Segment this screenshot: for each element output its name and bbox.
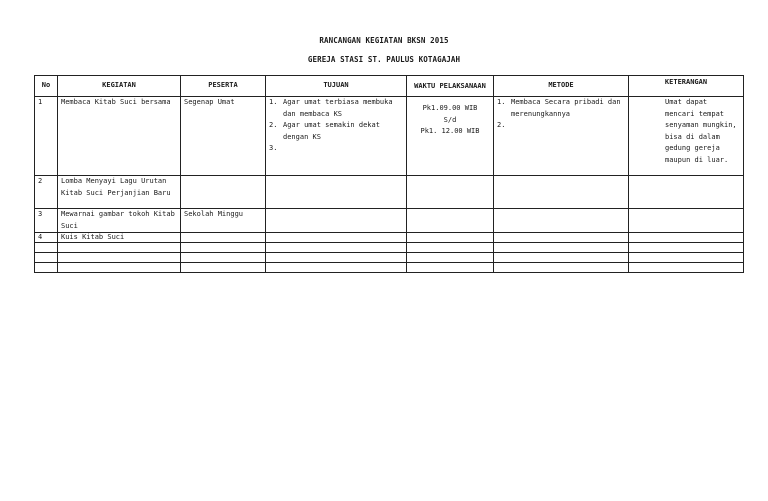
list-number: 1.: [497, 98, 506, 106]
cell-empty: [629, 263, 744, 273]
header-kegiatan: KEGIATAN: [58, 76, 181, 97]
cell-empty: [181, 263, 266, 273]
document-title: RANCANGAN KEGIATAN BKSN 2015: [319, 36, 449, 45]
cell-peserta: [181, 233, 266, 243]
waktu-separator: S/d: [443, 115, 457, 124]
list-item: [269, 120, 403, 143]
cell-tujuan: [266, 97, 407, 176]
cell-metode: [494, 209, 629, 233]
list-text: [283, 143, 403, 155]
cell-empty: [494, 253, 629, 263]
table-row: [35, 209, 744, 233]
cell-keterangan: [629, 233, 744, 243]
cell-metode: [494, 176, 629, 209]
cell-empty: [266, 243, 407, 253]
list-item: [497, 97, 625, 120]
cell-empty: [35, 253, 58, 263]
cell-no: 4: [35, 233, 58, 243]
header-waktu: WAKTU PELAKSANAAN: [407, 76, 494, 97]
cell-kegiatan: Lomba Menyayi Lagu Urutan Kitab Suci Perjanjian Baru: [58, 176, 181, 209]
header-peserta: PESERTA: [181, 76, 266, 97]
cell-waktu: [407, 233, 494, 243]
table-row-empty: [35, 253, 744, 263]
table-row-empty: [35, 243, 744, 253]
list-item: [269, 143, 403, 155]
cell-no: 1: [35, 97, 58, 176]
table-row-empty: [35, 263, 744, 273]
cell-peserta: Segenap Umat: [181, 97, 266, 176]
cell-empty: [629, 243, 744, 253]
tujuan-list: [269, 97, 403, 155]
list-text: Agar umat terbiasa membuka dan membaca KS: [283, 98, 393, 118]
header-keterangan: KETERANGAN: [629, 76, 744, 97]
metode-list: [497, 97, 625, 132]
cell-waktu: [407, 209, 494, 233]
cell-no: 3: [35, 209, 58, 233]
cell-tujuan: [266, 209, 407, 233]
cell-metode: [494, 233, 629, 243]
cell-keterangan: [629, 176, 744, 209]
cell-kegiatan: Membaca Kitab Suci bersama: [58, 97, 181, 176]
cell-empty: [266, 253, 407, 263]
list-text: [511, 120, 625, 132]
cell-peserta: [181, 176, 266, 209]
cell-empty: [266, 263, 407, 273]
cell-empty: [35, 263, 58, 273]
cell-empty: [58, 243, 181, 253]
cell-tujuan: [266, 176, 407, 209]
table-row: [35, 233, 744, 243]
cell-no: 2: [35, 176, 58, 209]
cell-waktu: [407, 176, 494, 209]
list-number: 2.: [269, 121, 278, 129]
cell-empty: [407, 243, 494, 253]
table-row: [35, 176, 744, 209]
cell-empty: [494, 263, 629, 273]
cell-empty: [35, 243, 58, 253]
cell-empty: [629, 253, 744, 263]
header-no: No: [35, 76, 58, 97]
list-number: 2.: [497, 121, 506, 129]
waktu-start: Pk1.09.00 WIB: [422, 104, 478, 112]
cell-empty: [58, 263, 181, 273]
cell-kegiatan: Mewarnai gambar tokoh Kitab Suci: [58, 209, 181, 233]
header-metode: METODE: [494, 76, 629, 97]
waktu-end: Pk1. 12.00 WIB: [420, 127, 480, 135]
cell-empty: [58, 253, 181, 263]
list-item: [497, 120, 625, 132]
list-item: [269, 97, 403, 120]
cell-empty: [181, 243, 266, 253]
cell-keterangan: Umat dapat mencari tempat senyaman mungkin, bisa di dalam gedung gereja maupun di luar.: [629, 97, 744, 176]
list-number: 1.: [269, 98, 278, 106]
cell-empty: [181, 253, 266, 263]
cell-waktu: [407, 97, 494, 176]
cell-empty: [407, 263, 494, 273]
cell-peserta: Sekolah Minggu: [181, 209, 266, 233]
cell-tujuan: [266, 233, 407, 243]
cell-metode: [494, 97, 629, 176]
header-tujuan: TUJUAN: [266, 76, 407, 97]
cell-keterangan: [629, 209, 744, 233]
cell-empty: [494, 243, 629, 253]
list-number: 3.: [269, 144, 278, 152]
cell-empty: [407, 253, 494, 263]
list-text: Agar umat semakin dekat dengan KS: [283, 121, 380, 141]
document-subtitle: GEREJA STASI ST. PAULUS KOTAGAJAH: [307, 55, 461, 64]
cell-kegiatan: Kuis Kitab Suci: [58, 233, 181, 243]
list-text: Membaca Secara pribadi dan merenungkannya: [511, 98, 621, 118]
table-row: [35, 97, 744, 176]
activity-table: [34, 75, 744, 273]
table-header-row: [35, 76, 744, 97]
